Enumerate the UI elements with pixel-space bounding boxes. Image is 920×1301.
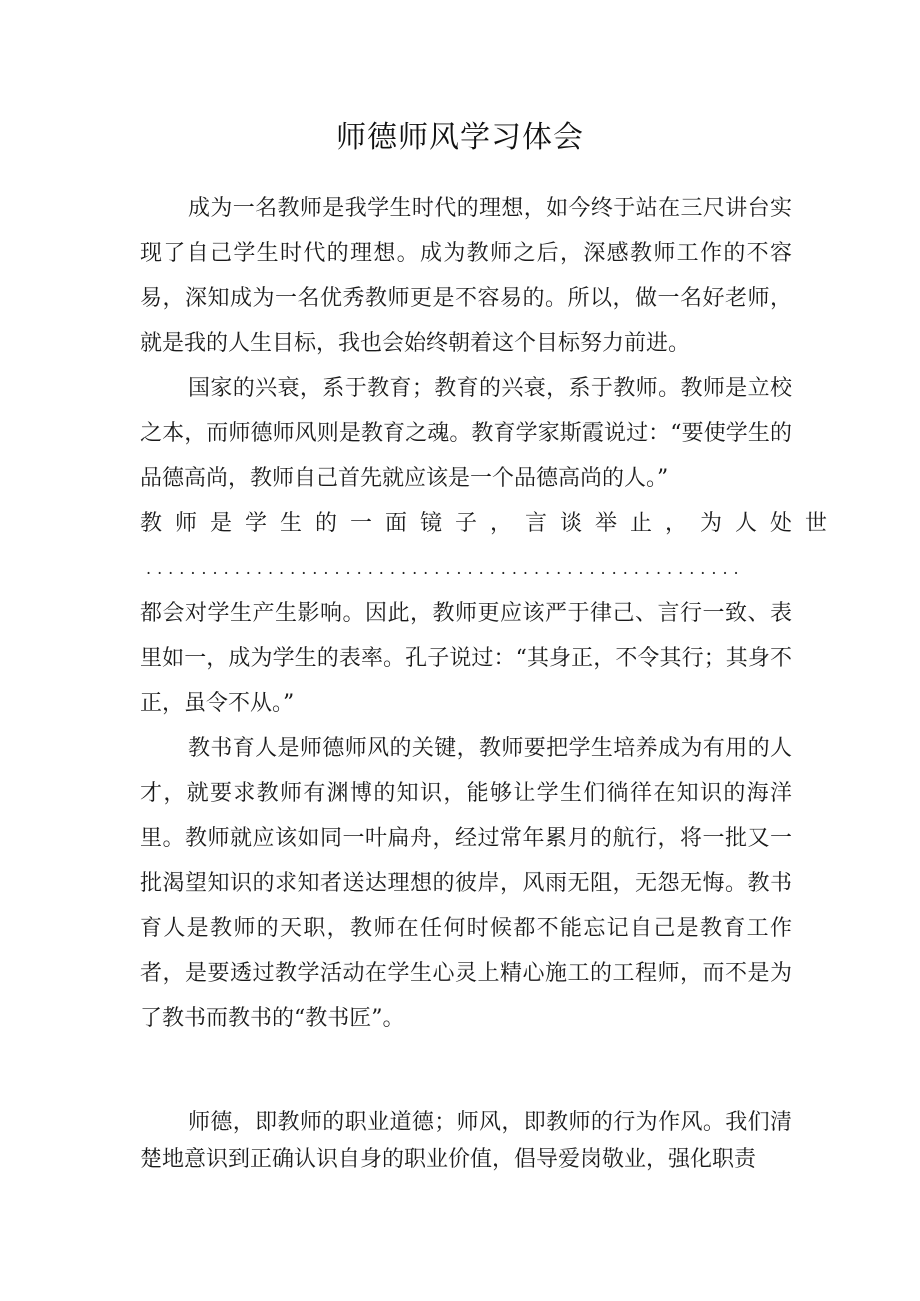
paragraph-2b: 教师是学生的一面镜子，言谈举止，为人处世 (140, 511, 841, 536)
paragraph-2c: 都会对学生产生影响。因此，教师更应该严于律己、言行一致、表里如一，成为学生的表率。孔子说过：“其身正，不令其行；其身不正，虽令不从。” (140, 601, 792, 716)
document-title: 师德师风学习体会 (336, 120, 584, 155)
paragraph-4: 师德，即教师的职业道德；师风，即教师的行为作风。我们清楚地意识到正确认识自身的职业价值，倡导爱岗敬业，强化职责 (140, 1110, 792, 1172)
paragraph-2a: 国家的兴衰，系于教育；教育的兴衰，系于教师。教师是立校之本，而师德师风则是教育之魂。教育学家斯霞说过：“要使学生的品德高尚，教师自己首先就应该是一个品德高尚的人。” (140, 376, 792, 491)
paragraph-1: 成为一名教师是我学生时代的理想，如今终于站在三尺讲台实现了自己学生时代的理想。成为教师之后，深感教师工作的不容易，深知成为一名优秀教师更是不容易的。所以，做一名好老师，就是我的人生目标，我也会始终朝着这个目标努力前进。 (140, 196, 792, 356)
ellipsis-line: ...................................................... (146, 559, 745, 578)
document-body-upper (140, 186, 841, 1041)
paragraph-3: 教书育人是师德师风的关键，教师要把学生培养成为有用的人才，就要求教师有渊博的知识，能够让学生们徜徉在知识的海洋里。教师就应该如同一叶扁舟，经过常年累月的航行，将一批又一批渴望知识的求知者送达理想的彼岸，风雨无阻，无怨无悔。教书育人是教师的天职，教师在任何时候都不能忘记自己是教育工作者，是要透过教学活动在学生心灵上精心施工的工程师，而不是为了教书而教书的“教书匠”。 (140, 736, 792, 1031)
document-body-lower (140, 1104, 792, 1178)
